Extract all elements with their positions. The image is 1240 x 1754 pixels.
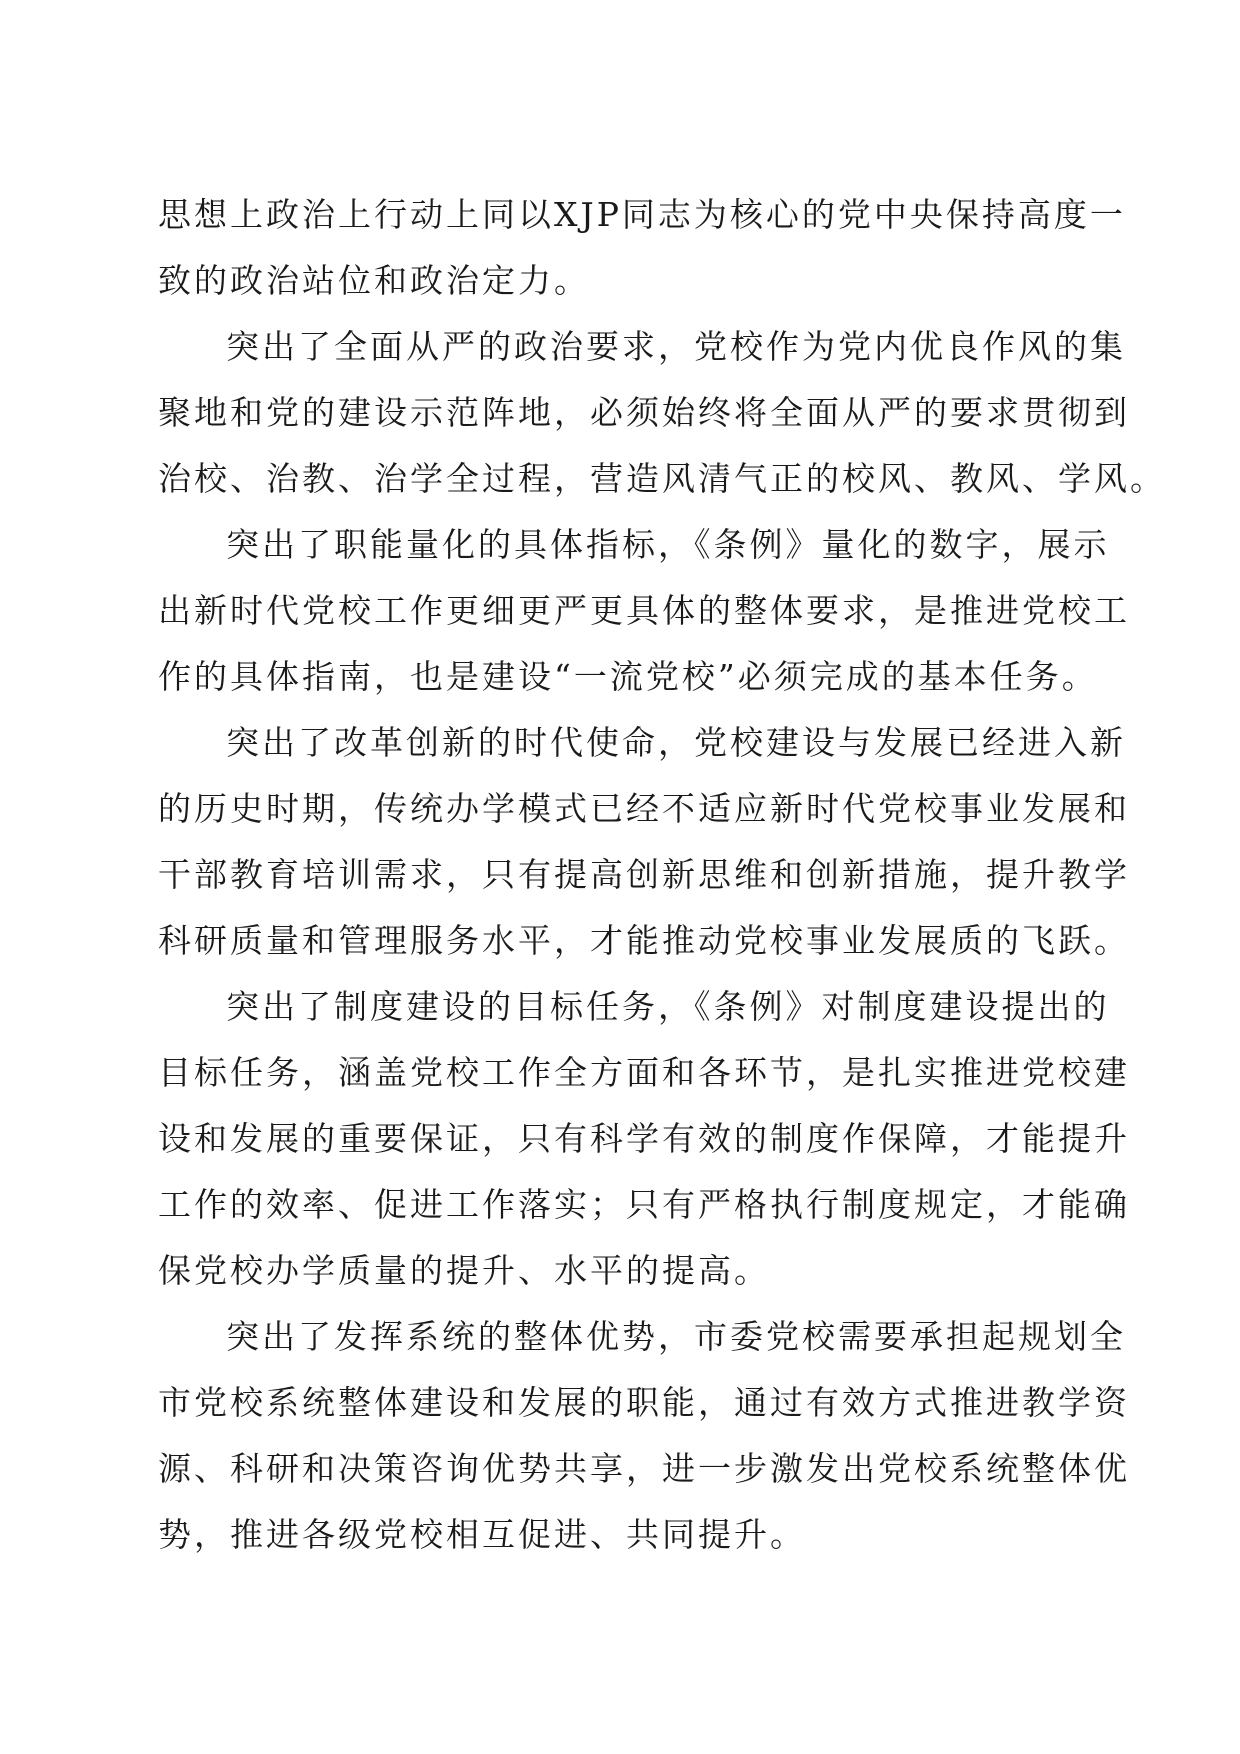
text-line: 保党校办学质量的提升、水平的提高。 bbox=[158, 1251, 770, 1290]
paragraph-start-line: 突出了改革创新的时代使命，党校建设与发展已经进入新 bbox=[226, 723, 1126, 762]
paragraph-start-line: 突出了发挥系统的整体优势，市委党校需要承担起规划全 bbox=[226, 1317, 1126, 1356]
paragraph-start-line: 突出了职能量化的具体指标，《条例》量化的数字，展示 bbox=[226, 525, 1110, 564]
text-line: 思想上政治上行动上同以XJP同志为核心的党中央保持高度一 bbox=[158, 195, 1126, 234]
text-line: 干部教育培训需求，只有提高创新思维和创新措施，提升教学 bbox=[158, 855, 1130, 894]
text-line: 的历史时期，传统办学模式已经不适应新时代党校事业发展和 bbox=[158, 789, 1130, 828]
text-line: 科研质量和管理服务水平，才能推动党校事业发展质的飞跃。 bbox=[158, 921, 1130, 960]
text-line: 工作的效率、促进工作落实；只有严格执行制度规定，才能确 bbox=[158, 1185, 1130, 1224]
text-line: 出新时代党校工作更细更严更具体的整体要求，是推进党校工 bbox=[158, 591, 1130, 630]
text-line: 致的政治站位和政治定力。 bbox=[158, 261, 590, 300]
paragraph-start-line: 突出了制度建设的目标任务，《条例》对制度建设提出的 bbox=[226, 987, 1110, 1026]
text-line: 目标任务，涵盖党校工作全方面和各环节，是扎实推进党校建 bbox=[158, 1053, 1130, 1092]
text-line: 市党校系统整体建设和发展的职能，通过有效方式推进教学资 bbox=[158, 1383, 1130, 1422]
text-line: 作的具体指南，也是建设“一流党校”必须完成的基本任务。 bbox=[158, 657, 1098, 696]
text-line: 治校、治教、治学全过程，营造风清气正的校风、教风、学风。 bbox=[158, 459, 1166, 498]
text-line: 源、科研和决策咨询优势共享，进一步激发出党校系统整体优 bbox=[158, 1449, 1130, 1488]
text-line: 聚地和党的建设示范阵地，必须始终将全面从严的要求贯彻到 bbox=[158, 393, 1130, 432]
document-body bbox=[158, 182, 1166, 1568]
text-line: 势，推进各级党校相互促进、共同提升。 bbox=[158, 1515, 806, 1554]
paragraph-start-line: 突出了全面从严的政治要求，党校作为党内优良作风的集 bbox=[226, 327, 1126, 366]
text-line: 设和发展的重要保证，只有科学有效的制度作保障，才能提升 bbox=[158, 1119, 1130, 1158]
